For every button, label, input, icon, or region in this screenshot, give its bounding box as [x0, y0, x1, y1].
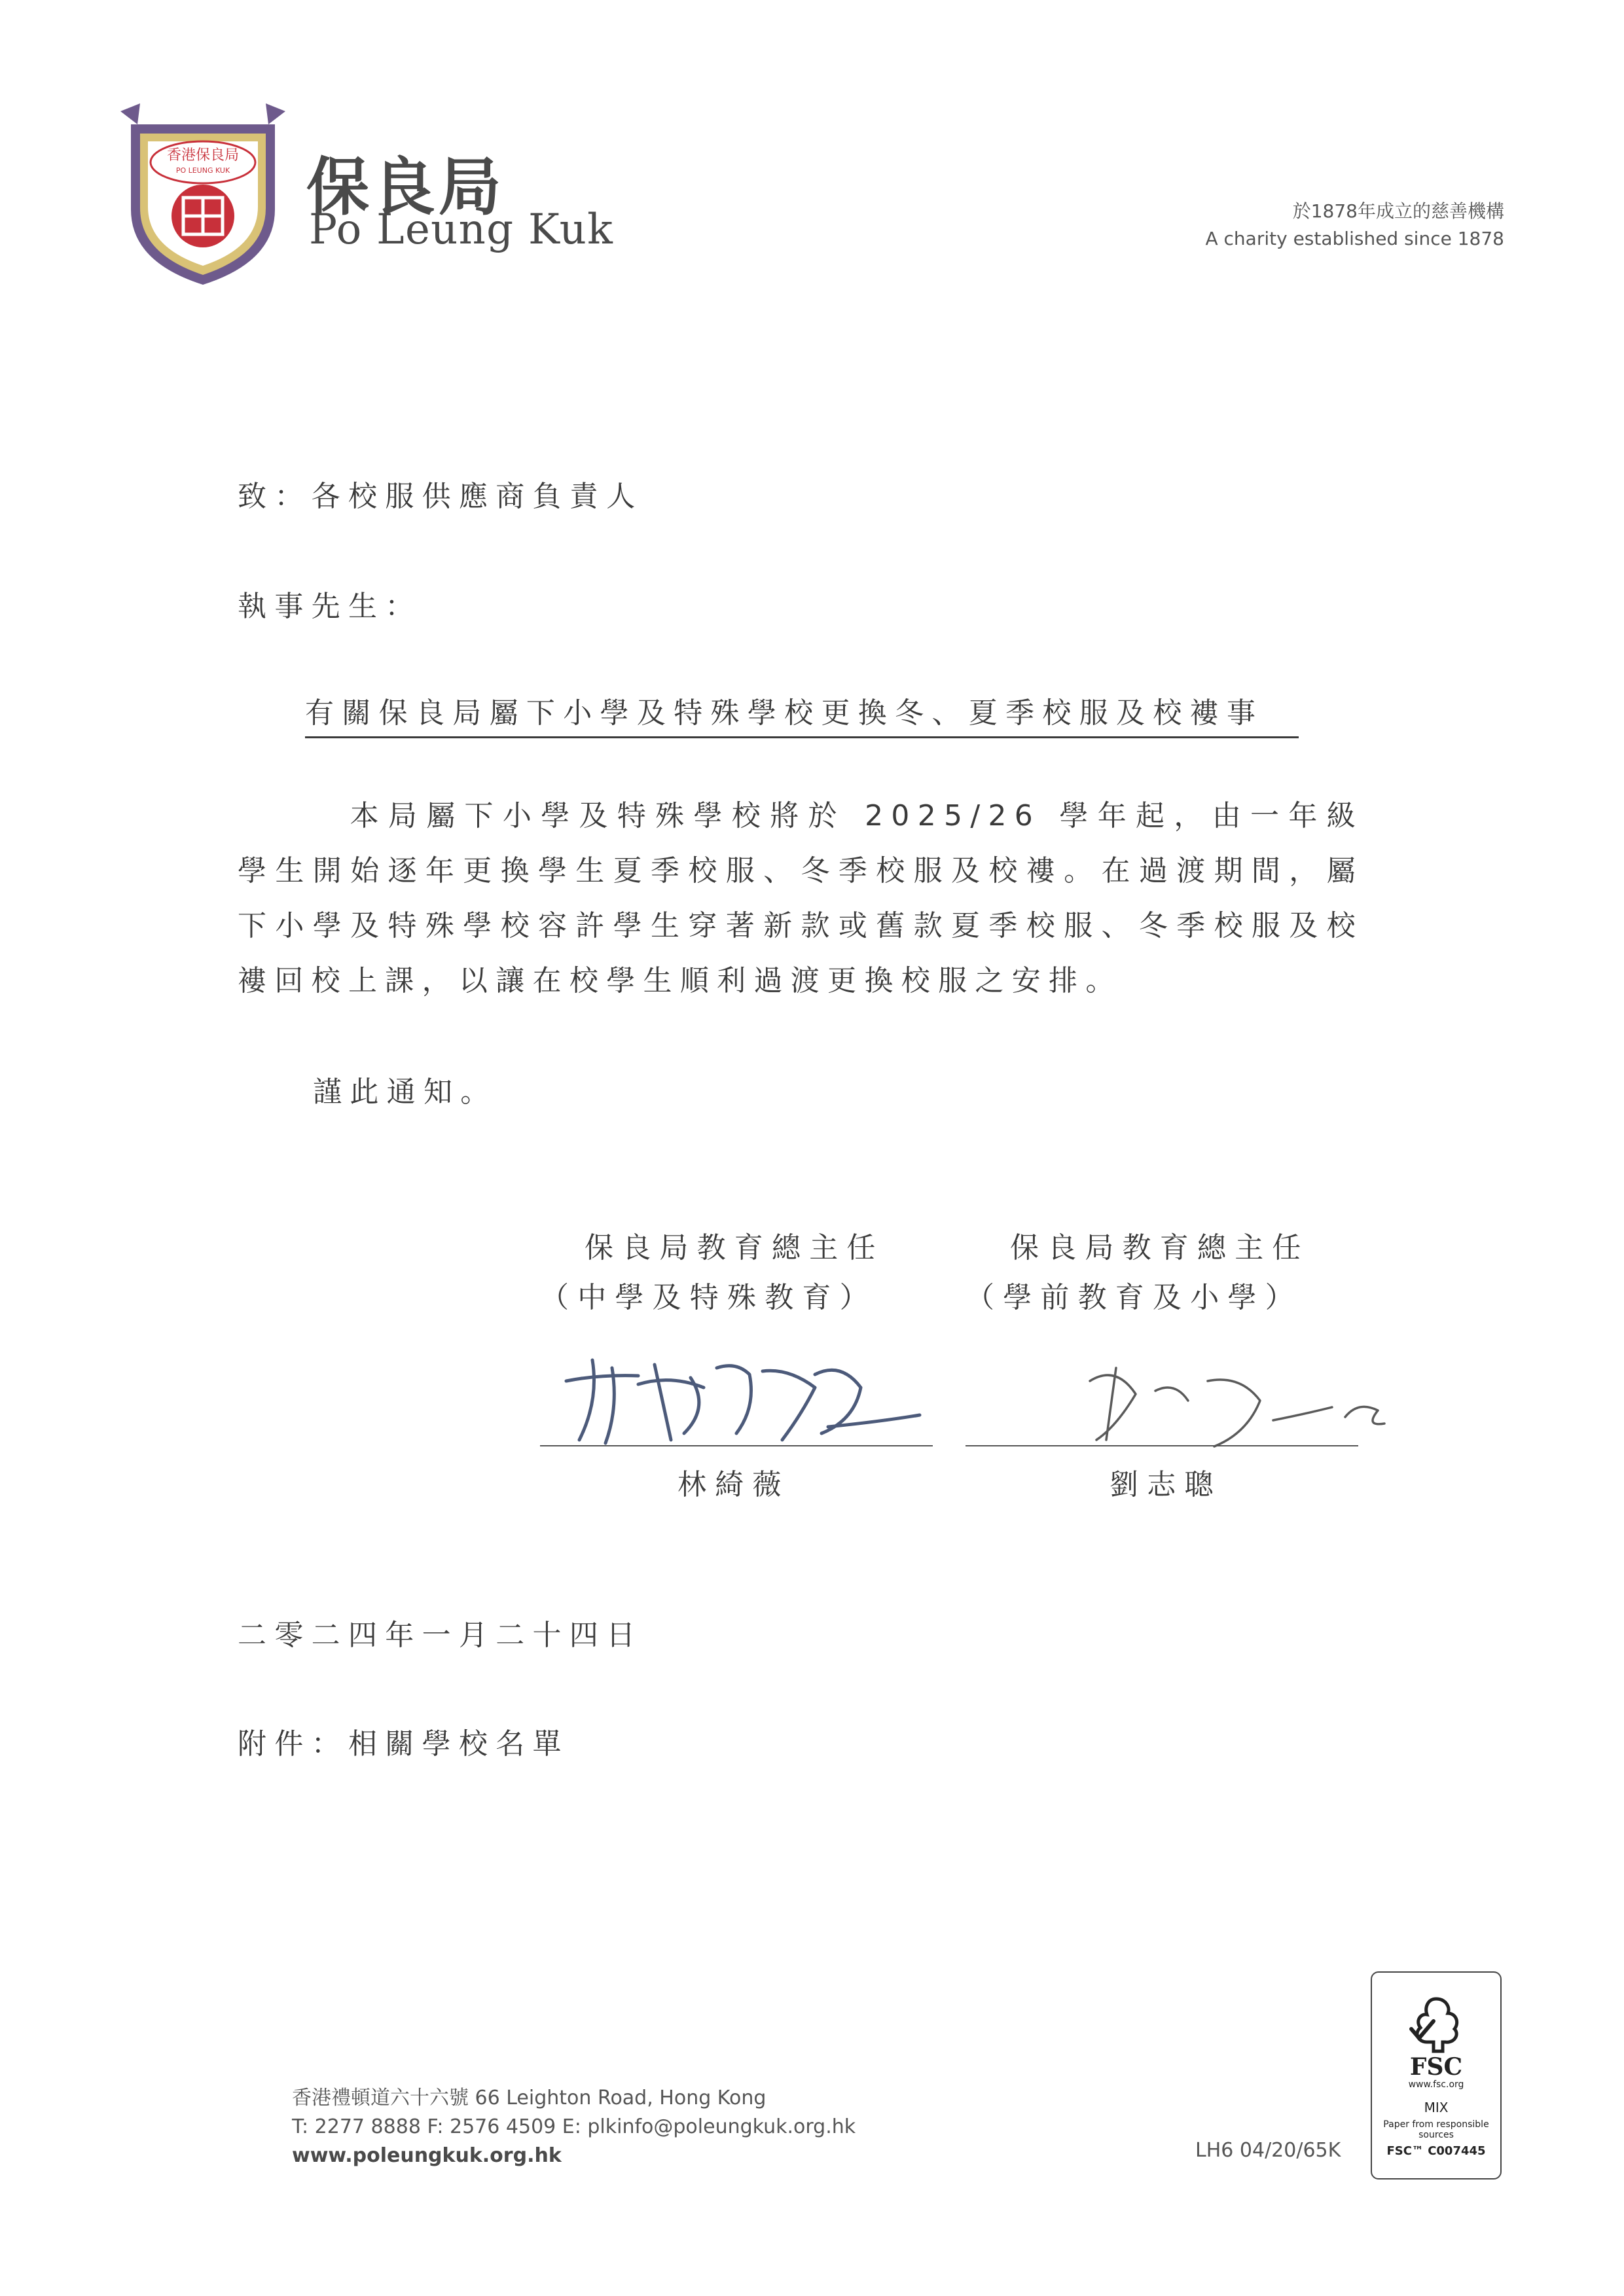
svg-text:PO LEUNG KUK: PO LEUNG KUK: [175, 166, 230, 175]
signature-line: [540, 1445, 933, 1446]
tagline-english: A charity established since 1878: [1205, 228, 1504, 249]
letter-subject: 有關保良局屬下小學及特殊學校更換冬、夏季校服及校褸事: [305, 689, 1299, 738]
attachment-note: 附件：相關學校名單: [238, 1727, 569, 1761]
organization-name-chinese: 保良局: [306, 151, 505, 224]
po-leung-kuk-crest-icon: [118, 98, 288, 288]
signatory-block-2: [965, 1224, 1391, 1551]
fsc-name: FSC: [1409, 2053, 1463, 2081]
signatory-title: 保良局教育總主任: [1010, 1231, 1310, 1265]
svg-text:香港保良局: 香港保良局: [166, 147, 240, 164]
addressee: 致：各校服供應商負責人: [238, 480, 643, 513]
closing-remark: 謹此通知。: [313, 1075, 497, 1109]
signatory-name: 林綺薇: [677, 1468, 790, 1501]
signatory-department: （中學及特殊教育）: [540, 1281, 877, 1314]
footer-phone-fax-email: T: 2277 8888 F: 2576 4509 E: plkinfo@poleungkuk.org.hk: [292, 2115, 856, 2138]
signatory-name: 劉志聰: [1110, 1468, 1222, 1501]
fsc-url: www.fsc.org: [1408, 2079, 1464, 2090]
handwritten-signature: [965, 1355, 1391, 1453]
footer-website: www.poleungkuk.org.hk: [292, 2144, 562, 2167]
letter-body: 本局屬下小學及特殊學校將於 2025/26 學年起，由一年級學生開始逐年更換學生夏季校服、冬季校服及校褸。在過渡期間，屬下小學及特殊學校容許學生穿著新款或舊款夏季校服、冬季校服及校褸回校上課，以讓在校學生順利過渡更換校服之安排。: [238, 799, 1363, 997]
tagline: [1205, 198, 1504, 253]
signatory-block-1: [540, 1224, 933, 1551]
fsc-tree-check-icon: [1403, 1995, 1469, 2054]
fsc-license-code: FSC™ C007445: [1386, 2144, 1486, 2158]
footer-contact: [292, 2084, 856, 2170]
signature-line: [965, 1445, 1358, 1446]
document-ref-code: LH6 04/20/65K: [1195, 2139, 1341, 2162]
signatory-department: （學前教育及小學）: [965, 1281, 1303, 1314]
fsc-subtitle: Paper from responsible sources: [1383, 2119, 1489, 2140]
organization-name-english: Po Leung Kuk: [309, 206, 614, 254]
fsc-mix-label: MIX: [1424, 2100, 1449, 2115]
salutation: 執事先生：: [238, 590, 422, 623]
handwritten-signature: [540, 1348, 933, 1446]
tagline-chinese: 於1878年成立的慈善機構: [1292, 200, 1504, 222]
fsc-certification-badge: [1371, 1971, 1502, 2179]
signatory-title: 保良局教育總主任: [585, 1231, 884, 1265]
letter-date: 二零二四年一月二十四日: [238, 1619, 643, 1652]
footer-address: 香港禮頓道六十六號 66 Leighton Road, Hong Kong: [292, 2087, 767, 2109]
